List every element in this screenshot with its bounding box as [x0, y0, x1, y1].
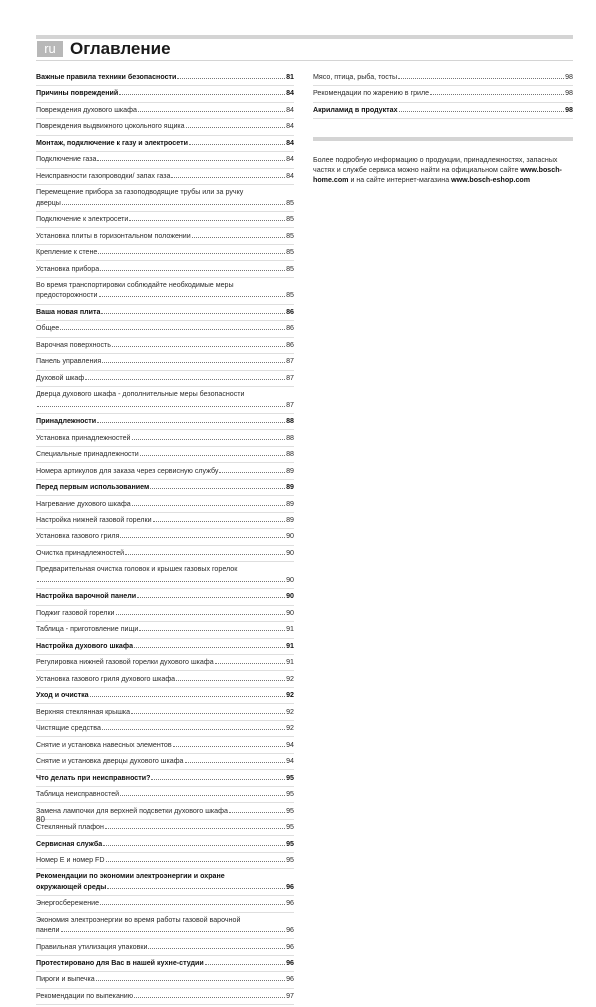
toc-entry-title: Установка плиты в горизонтальном положении — [36, 231, 191, 240]
toc-entry-title: Экономия электроэнергии во время работы газовой варочной — [36, 915, 241, 924]
toc-entry[interactable] — [36, 789, 294, 803]
toc-leader — [189, 144, 285, 145]
toc-page-number: 89 — [286, 499, 294, 508]
toc-entry-title: Перед первым использованием — [36, 483, 150, 492]
toc-page-number: 84 — [286, 105, 294, 114]
toc-entry-line — [36, 882, 294, 892]
toc-page-number: 85 — [286, 248, 294, 257]
toc-entry[interactable] — [36, 855, 294, 869]
toc-leader — [37, 406, 285, 407]
toc-leader — [107, 888, 285, 889]
toc-entry-title: Установка газового гриля — [36, 532, 120, 541]
toc-entry[interactable] — [36, 991, 294, 1005]
toc-entry-title: Повреждения выдвижного цокольного ящика — [36, 122, 185, 131]
toc-entry-title: Установка прибора — [36, 264, 100, 273]
toc-page-number: 87 — [286, 357, 294, 366]
toc-page-number: 91 — [286, 658, 294, 667]
toc-entry-title: Сервисная служба — [36, 839, 103, 848]
toc-page-number: 90 — [286, 532, 294, 541]
toc-leader — [430, 94, 564, 95]
toc-leader — [102, 729, 285, 730]
toc-entry-line — [36, 925, 294, 935]
toc-entry[interactable] — [36, 657, 294, 671]
toc-entry[interactable] — [313, 72, 573, 86]
toc-page-number: 92 — [286, 691, 294, 700]
toc-entry[interactable] — [36, 138, 294, 152]
toc-page-number: 89 — [286, 466, 294, 475]
toc-entry[interactable] — [36, 247, 294, 261]
toc-entry-title: Протестировано для Вас в нашей кухне-студии — [36, 959, 204, 967]
toc-entry-title: Панель управления — [36, 357, 102, 366]
toc-entry[interactable] — [36, 756, 294, 770]
toc-leader — [134, 647, 285, 648]
toc-entry-title: Снятие и установка навесных элементов — [36, 740, 172, 749]
toc-entry[interactable] — [36, 591, 294, 605]
toc-page-number: 92 — [286, 707, 294, 716]
toc-leader — [120, 795, 285, 796]
toc-entry-title: Рекомендации по жарению в гриле — [313, 89, 430, 98]
toc-entry[interactable] — [36, 307, 294, 321]
toc-leader — [101, 313, 285, 314]
toc-entry[interactable] — [36, 806, 294, 820]
toc-page-number: 96 — [286, 926, 294, 935]
toc-leader — [399, 111, 565, 112]
toc-entry[interactable] — [36, 624, 294, 638]
toc-entry-title: Перемещение прибора за газоподводящие трубы или за ручку — [36, 188, 244, 197]
info-text-1: Более подробную информацию о продукции, принадлежностях, запасных частях и службе сервиса можно найти на официальном сайте — [313, 156, 558, 174]
toc-page-number: 87 — [286, 400, 294, 409]
toc-entry-title: Подключение газа — [36, 155, 97, 164]
toc-entry-title: Таблица - приготовление пищи — [36, 625, 139, 634]
toc-page-number: 84 — [286, 155, 294, 164]
toc-entry-title: Установка газового гриля духового шкафа — [36, 674, 176, 683]
toc-leader — [134, 997, 285, 998]
toc-page-number: 98 — [565, 89, 573, 98]
toc-entry-title: Очистка принадлежностей — [36, 548, 125, 557]
toc-entry-title: Предварительная очистка головок и крышек газовых горелок — [36, 565, 238, 574]
toc-page-number: 85 — [286, 198, 294, 207]
toc-entry-title: Настройка нижней газовой горелки — [36, 516, 152, 524]
website-link[interactable]: www.bosch-home.com — [313, 165, 562, 184]
toc-entry-title: Монтаж, подключение к газу и электросети — [36, 138, 188, 147]
toc-entry-title: Поджиг газовой горелки — [36, 608, 115, 617]
toc-entry[interactable] — [313, 105, 573, 119]
toc-entry-title-cont: окружающей среды — [36, 882, 107, 891]
toc-leader — [150, 488, 285, 489]
toc-leader — [176, 680, 285, 681]
toc-page-number: 90 — [286, 608, 294, 617]
toc-entry-title: Мясо, птица, рыба, тосты — [313, 73, 398, 81]
info-paragraph — [313, 156, 575, 185]
toc-page-number: 94 — [286, 740, 294, 749]
toc-entry[interactable] — [36, 839, 294, 853]
toc-leader — [132, 505, 285, 506]
toc-entry-title-cont: дверцы — [36, 198, 61, 207]
toc-entry[interactable] — [36, 449, 294, 463]
toc-page-number: 85 — [286, 291, 294, 300]
toc-right-column — [313, 72, 573, 121]
toc-entry-title: Энергосбережение — [36, 899, 100, 908]
toc-entry[interactable] — [36, 915, 294, 940]
toc-leader — [153, 521, 286, 522]
toc-leader — [215, 663, 285, 664]
toc-entry[interactable] — [36, 482, 294, 496]
toc-entry-title: Причины повреждений — [36, 89, 119, 98]
toc-entry-title: Повреждения духового шкафа — [36, 105, 137, 114]
toc-leader — [151, 779, 285, 780]
toc-entry-title: Настройка варочной панели — [36, 592, 137, 601]
toc-entry-title: Таблица неисправностей — [36, 790, 120, 799]
toc-entry[interactable] — [36, 105, 294, 119]
toc-page-number: 85 — [286, 231, 294, 240]
toc-page-number: 95 — [286, 790, 294, 799]
toc-entry-title: Верхняя стеклянная крышка — [36, 707, 131, 716]
toc-leader — [105, 828, 285, 829]
toc-leader — [205, 964, 285, 965]
toc-page-number: 96 — [286, 942, 294, 951]
toc-entry[interactable] — [36, 72, 294, 86]
toc-entry-title-cont: предосторожности — [36, 291, 98, 300]
toc-leader — [177, 78, 285, 79]
toc-leader — [102, 362, 285, 363]
toc-entry-title: Пироги и выпечка — [36, 975, 95, 984]
toc-entry-title: Правильная утилизация упаковки — [36, 942, 148, 951]
toc-page-number: 96 — [286, 975, 294, 984]
toc-leader — [96, 980, 285, 981]
toc-leader — [398, 78, 564, 79]
toc-leader — [119, 94, 285, 95]
toc-page-number: 86 — [286, 324, 294, 333]
toc-page-number: 96 — [286, 899, 294, 908]
toc-entry[interactable] — [36, 608, 294, 622]
toc-leader — [112, 346, 285, 347]
toc-entry[interactable] — [36, 707, 294, 721]
info-separator — [313, 137, 573, 141]
toc-entry-title: Замена лампочки для верхней подсветки духового шкафа — [36, 806, 228, 815]
toc-leader — [219, 472, 285, 473]
toc-entry-title: Важные правила техники безопасности — [36, 73, 177, 81]
toc-entry-title: Настройка духового шкафа — [36, 641, 134, 650]
toc-page-number: 98 — [565, 105, 573, 114]
toc-entry[interactable] — [36, 231, 294, 245]
toc-page-number: 86 — [286, 307, 294, 316]
toc-leader — [138, 111, 285, 112]
toc-page-number: 95 — [286, 773, 294, 782]
toc-entry-title: Чистящие средства — [36, 724, 101, 733]
toc-page-number: 88 — [286, 433, 294, 442]
toc-leader — [229, 812, 285, 813]
toc-page-number: 96 — [286, 882, 294, 891]
toc-entry[interactable] — [36, 389, 294, 414]
toc-page-number: 88 — [286, 450, 294, 459]
toc-page-number: 81 — [286, 73, 294, 81]
toc-entry-title: Общее — [36, 324, 60, 333]
toc-leader — [131, 713, 285, 714]
toc-entry[interactable] — [36, 871, 294, 896]
toc-entry-title: Что делать при неисправности? — [36, 773, 151, 782]
toc-leader — [185, 762, 286, 763]
toc-entry-title: Дверца духового шкафа - дополнительные меры безопасности — [36, 390, 245, 399]
title-divider — [36, 60, 573, 61]
toc-entry[interactable] — [36, 187, 294, 212]
toc-entry[interactable] — [36, 373, 294, 387]
toc-entry[interactable] — [36, 323, 294, 337]
toc-leader — [97, 160, 285, 161]
eshop-link[interactable]: www.bosch-eshop.com — [451, 175, 531, 184]
toc-leader — [103, 845, 285, 846]
toc-leader — [137, 597, 285, 598]
toc-leader — [171, 177, 285, 178]
toc-entry[interactable] — [36, 88, 294, 102]
toc-entry[interactable] — [36, 958, 294, 972]
toc-leader — [97, 422, 285, 423]
toc-leader — [140, 455, 285, 456]
toc-entry[interactable] — [36, 154, 294, 168]
toc-leader — [61, 931, 286, 932]
toc-page-number: 85 — [286, 215, 294, 224]
toc-entry-title: Рекомендации по выпеканию — [36, 991, 134, 1000]
toc-page-number: 94 — [286, 757, 294, 766]
toc-page-number: 86 — [286, 340, 294, 349]
toc-leader — [173, 746, 285, 747]
toc-leader — [116, 614, 286, 615]
toc-entry[interactable] — [36, 740, 294, 754]
toc-leader — [132, 439, 286, 440]
toc-entry[interactable] — [36, 641, 294, 655]
toc-page-number: 91 — [286, 625, 294, 634]
toc-page-number: 95 — [286, 806, 294, 815]
toc-entry-title: Акриламид в продуктах — [313, 105, 398, 114]
toc-entry[interactable] — [36, 773, 294, 787]
toc-entry[interactable] — [36, 942, 294, 956]
toc-entry[interactable] — [36, 822, 294, 836]
toc-leader — [139, 630, 285, 631]
toc-entry[interactable] — [36, 121, 294, 135]
toc-leader — [62, 204, 285, 205]
toc-entry-title: Подключение к электросети — [36, 215, 129, 224]
language-badge: ru — [37, 41, 63, 57]
toc-page-number: 98 — [565, 73, 573, 81]
toc-entry[interactable] — [36, 723, 294, 737]
toc-page-number: 85 — [286, 264, 294, 273]
toc-entry[interactable] — [36, 674, 294, 688]
toc-page-number: 97 — [286, 991, 294, 1000]
toc-page-number: 89 — [286, 516, 294, 524]
toc-entry-title: Номера артикулов для заказа через сервисную службу — [36, 466, 219, 475]
toc-entry[interactable] — [313, 88, 573, 102]
toc-entry-title: Крепление к стене — [36, 248, 98, 257]
toc-leader — [120, 537, 285, 538]
toc-leader — [60, 329, 285, 330]
toc-leader — [90, 696, 286, 697]
toc-entry-line — [36, 290, 294, 300]
toc-left-column — [36, 72, 294, 1007]
toc-entry-title: Установка принадлежностей — [36, 433, 131, 442]
toc-page-number: 84 — [286, 89, 294, 98]
toc-page-number: 92 — [286, 674, 294, 683]
toc-page-number: 90 — [286, 548, 294, 557]
toc-leader — [186, 127, 285, 128]
toc-entry[interactable] — [36, 264, 294, 278]
toc-leader — [106, 861, 286, 862]
toc-page-number: 84 — [286, 171, 294, 180]
toc-entry[interactable] — [36, 564, 294, 589]
toc-entry[interactable] — [36, 466, 294, 480]
toc-entry-title: Снятие и установка дверцы духового шкафа — [36, 757, 184, 766]
toc-page-number: 84 — [286, 122, 294, 131]
toc-entry[interactable] — [36, 214, 294, 228]
toc-entry-title-cont: панели — [36, 926, 60, 935]
toc-page-number: 96 — [286, 959, 294, 967]
toc-entry[interactable] — [36, 340, 294, 354]
toc-page-number: 90 — [286, 575, 294, 584]
toc-entry-line — [36, 400, 294, 410]
toc-entry-line — [36, 575, 294, 585]
toc-entry-title: Нагревание духового шкафа — [36, 499, 131, 508]
info-text-2: и на сайте интернет-магазина — [348, 175, 452, 184]
toc-entry[interactable] — [36, 171, 294, 185]
toc-entry-title: Варочная поверхность — [36, 340, 111, 349]
toc-leader — [148, 948, 285, 949]
toc-entry-title: Специальные принадлежности — [36, 450, 139, 459]
toc-entry[interactable] — [36, 974, 294, 988]
toc-entry[interactable] — [36, 356, 294, 370]
toc-entry-title: Рекомендации по экономии электроэнергии и охране — [36, 872, 225, 881]
toc-entry[interactable] — [36, 416, 294, 430]
toc-leader — [100, 270, 285, 271]
toc-leader — [99, 296, 286, 297]
toc-entry[interactable] — [36, 690, 294, 704]
toc-entry-title: Регулировка нижней газовой горелки духового шкафа — [36, 658, 214, 667]
toc-entry-line — [36, 198, 294, 208]
toc-leader — [85, 379, 285, 380]
toc-entry-title: Номер Е и номер FD — [36, 855, 105, 864]
toc-entry[interactable] — [36, 531, 294, 545]
toc-entry[interactable] — [36, 433, 294, 447]
page-title: Оглавление — [70, 39, 171, 58]
toc-entry-title: Во время транспортировки соблюдайте необходимые меры — [36, 281, 234, 290]
toc-page-number: 89 — [286, 483, 294, 492]
toc-leader — [129, 220, 285, 221]
toc-entry[interactable] — [36, 280, 294, 305]
toc-entry-title: Духовой шкаф — [36, 373, 85, 382]
toc-page-number: 87 — [286, 373, 294, 382]
toc-entry-title: Стеклянный плафон — [36, 823, 104, 832]
toc-entry-title: Уход и очистка — [36, 691, 89, 700]
toc-entry[interactable] — [36, 515, 294, 529]
toc-page-number: 84 — [286, 138, 294, 147]
page-number: 80 — [36, 815, 45, 824]
toc-page-number: 92 — [286, 724, 294, 733]
toc-leader — [37, 581, 285, 582]
toc-entry[interactable] — [36, 898, 294, 912]
toc-leader — [192, 237, 285, 238]
toc-page-number: 88 — [286, 417, 294, 426]
toc-page-number: 91 — [286, 641, 294, 650]
toc-leader — [125, 554, 285, 555]
toc-page-number: 90 — [286, 592, 294, 601]
toc-leader — [98, 253, 285, 254]
toc-page-number: 95 — [286, 823, 294, 832]
toc-page-number: 95 — [286, 839, 294, 848]
toc-page-number: 95 — [286, 855, 294, 864]
toc-entry-title: Принадлежности — [36, 417, 97, 426]
toc-entry-title: Неисправности газопроводки/ запах газа — [36, 171, 171, 180]
toc-entry-title: Ваша новая плита — [36, 307, 101, 316]
toc-leader — [100, 904, 285, 905]
toc-entry[interactable] — [36, 548, 294, 562]
toc-entry[interactable] — [36, 499, 294, 513]
